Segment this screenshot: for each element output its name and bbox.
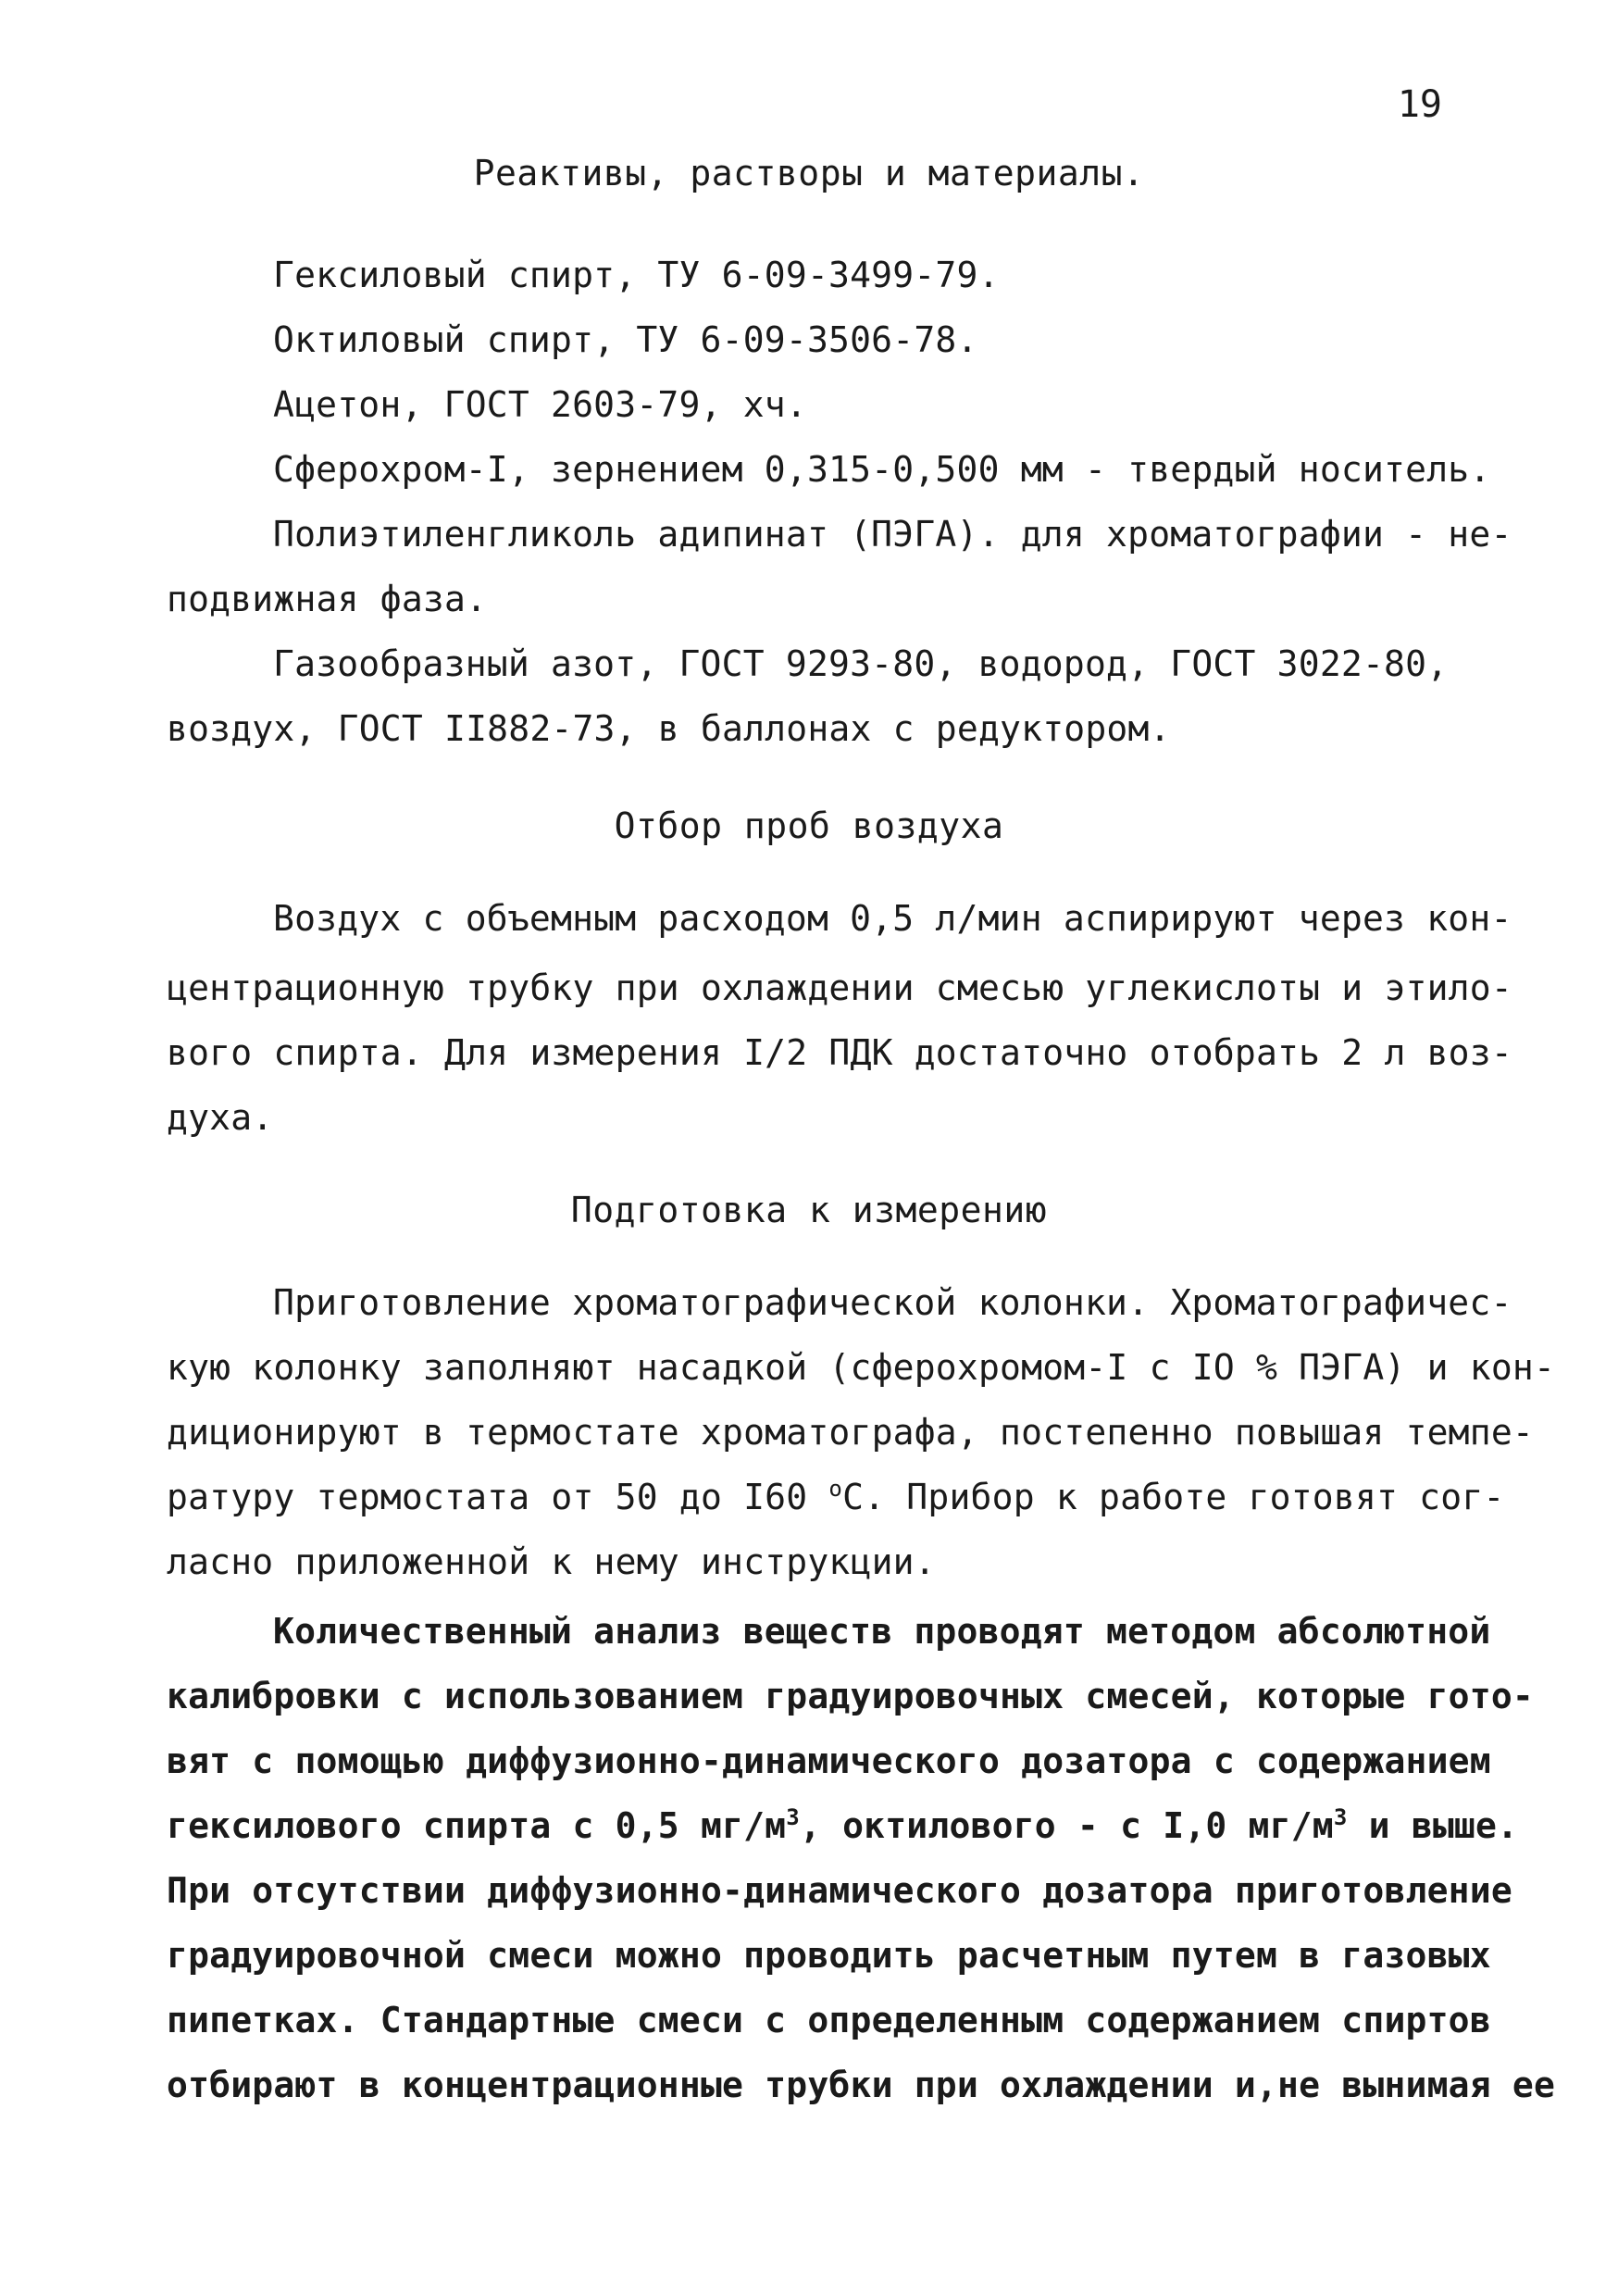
text-line: подвижная фаза.	[167, 579, 488, 619]
text-line: Воздух с объемным расходом 0,5 л/мин аспирируют через кон-	[273, 898, 1512, 939]
degree-superscript: o	[828, 1476, 843, 1502]
text-line: кую колонку заполняют насадкой (сферохромом-I с IO % ПЭГА) и кон-	[167, 1347, 1556, 1388]
text-line: ласно приложенной к нему инструкции.	[167, 1541, 936, 1582]
text-line: Ацетон, ГОСТ 2603-79, хч.	[273, 384, 807, 425]
text-line: Полиэтиленгликоль адипинат (ПЭГА). для хроматографии - не-	[273, 514, 1512, 555]
text-line: Количественный анализ веществ проводят методом абсолютной	[273, 1611, 1491, 1652]
text-line: При отсутствии диффузионно-динамического дозатора приготовление	[167, 1870, 1512, 1911]
text-segment: С. Прибор к работе готовят сог-	[842, 1477, 1505, 1517]
text-line: калибровки с использованием градуировочных смесей, которые гото-	[167, 1676, 1534, 1716]
superscript: 3	[1333, 1804, 1348, 1830]
text-line: Приготовление хроматографической колонки. Хроматографичес-	[273, 1282, 1512, 1323]
text-line: Октиловый спирт, ТУ 6-09-3506-78.	[273, 319, 978, 360]
text-segment: ратуру термостата от 50 до I60	[167, 1477, 829, 1517]
text-line: Газообразный азот, ГОСТ 9293-80, водород, ГОСТ 3022-80,	[273, 643, 1449, 684]
text-segment: , октилового - с I,0 мг/м	[799, 1805, 1334, 1846]
text-line-with-superscripts	[167, 1805, 1518, 1846]
text-line: пипетках. Стандартные смеси с определенным содержанием спиртов	[167, 2000, 1491, 2040]
section-heading-preparation: Подготовка к измерению	[570, 1190, 1048, 1230]
text-line: духа.	[167, 1097, 274, 1138]
text-line: вят с помощью диффузионно-динамического дозатора с содержанием	[167, 1741, 1491, 1781]
text-line: центрационную трубку при охлаждении смесью углекислоты и этило-	[167, 967, 1512, 1008]
text-line: воздух, ГОСТ II882-73, в баллонах с редуктором.	[167, 708, 1171, 749]
section-heading-sampling: Отбор проб воздуха	[614, 805, 1004, 846]
text-line: Гексиловый спирт, ТУ 6-09-3499-79.	[273, 255, 1000, 295]
superscript: 3	[786, 1804, 800, 1830]
section-heading-reagents: Реактивы, растворы и материалы.	[473, 153, 1145, 193]
text-segment: и выше.	[1347, 1805, 1519, 1846]
text-line: градуировочной смеси можно проводить расчетным путем в газовых	[167, 1935, 1491, 1976]
text-segment: гексилового спирта с 0,5 мг/м	[167, 1805, 787, 1846]
text-line-with-degree	[167, 1477, 1505, 1517]
text-line: вого спирта. Для измерения I/2 ПДК достаточно отобрать 2 л воз-	[167, 1032, 1512, 1073]
text-line: Сферохром-I, зернением 0,315-0,500 мм - твердый носитель.	[273, 449, 1491, 490]
page-number: 19	[1397, 83, 1442, 126]
text-line: отбирают в концентрационные трубки при охлаждении и,не вынимая ее	[167, 2065, 1556, 2105]
text-line: диционируют в термостате хроматографа, постепенно повышая темпе-	[167, 1412, 1534, 1453]
